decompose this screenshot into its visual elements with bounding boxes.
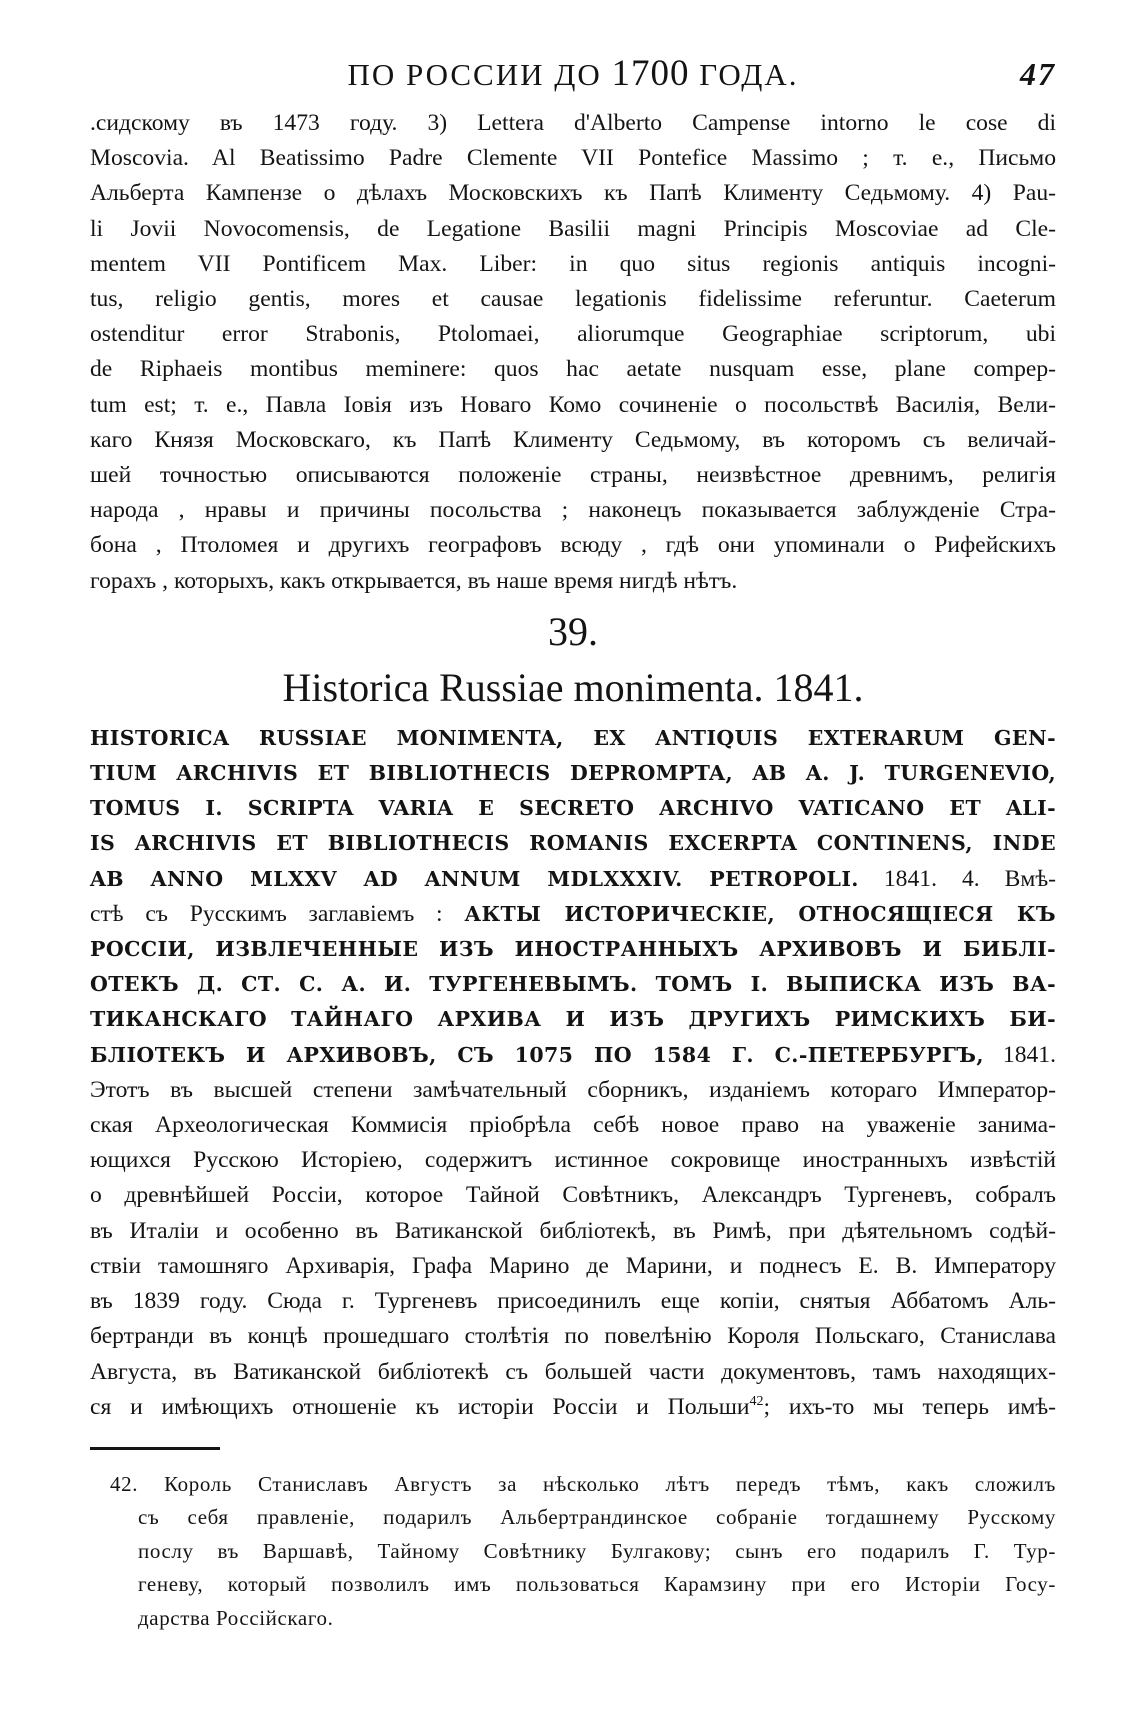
footnote	[90, 1468, 1056, 1636]
mixed-line	[90, 862, 1056, 897]
text-fragment: стѣ съ Русскимъ заглавіемъ :	[90, 900, 443, 927]
caps-line: РОССІИ, ИЗВЛЕЧЕННЫЕ ИЗЪ ИНОСТРАННЫХЪ АРХИВОВЪ И БИБЛІ-	[90, 937, 1056, 962]
intro-paragraph	[90, 106, 1056, 599]
text-line: Moscovia. Al Beatissimo Padre Clemente VII Pontefice Massimo ; т. е., Письмо	[90, 145, 1056, 172]
running-title-year: 1700	[611, 53, 690, 94]
running-title-end: ГОДА.	[699, 57, 799, 92]
text-line: Августа, въ Ватиканской библіотекѣ съ большей части документовъ, тамъ находящих-	[90, 1358, 1056, 1385]
text-fragment: 1841. 4. Вмѣ-	[883, 865, 1057, 892]
footnote-line: 42. Король Станиславъ Августъ за нѣсколько лѣтъ передъ тѣмъ, какъ сложилъ	[110, 1471, 1056, 1496]
text-line: бона , Птоломея и другихъ географовъ всюду , гдѣ они упоминали о Рифейскихъ	[90, 532, 1056, 559]
caps-fragment: АКТЫ ИСТОРИЧЕСКІЕ, ОТНОСЯЩІЕСЯ КЪ	[464, 901, 1056, 926]
footnote-line: геневу, который позволилъ имъ пользоваться Карамзину при его Исторіи Госу-	[138, 1572, 1056, 1597]
text-line: бертранди въ концѣ прошедшаго столѣтія по повелѣнію Короля Польскаго, Станислава	[90, 1323, 1056, 1350]
mixed-line	[90, 897, 1056, 932]
text-fragment: ; ихъ-то мы теперь имѣ-	[763, 1393, 1056, 1420]
footnote-continuation	[110, 1501, 1056, 1635]
footnote-reference[interactable]: 42	[749, 1393, 764, 1409]
running-title: ПО РОССИИ ДО	[347, 57, 602, 92]
text-line: ostenditur error Strabonis, Ptolomaei, aliorumque Geographiae scriptorum, ubi	[90, 321, 1056, 348]
page-header	[90, 48, 1056, 100]
text-line: Альберта Кампензе о дѣлахъ Московскихъ къ Папѣ Клименту Седьмому. 4) Pau-	[90, 180, 1056, 207]
caps-line: HISTORICA RUSSIAE MONIMENTA, EX ANTIQUIS EXTERARUM GEN-	[90, 725, 1056, 750]
footnote-line: дарства Россійскаго.	[138, 1605, 334, 1630]
section-number: 39.	[548, 608, 598, 654]
text-line: li Jovii Novocomensis, de Legatione Basilii magni Principis Moscoviae ad Cle-	[90, 215, 1056, 242]
text-fragment: ся и имѣющихъ отношеніе къ исторіи Россіи и Польши	[90, 1393, 750, 1420]
section-title: Historica Russiae monimenta. 1841.	[282, 664, 864, 710]
text-line: ствіи тамошняго Архиварія, Графа Марино де Марини, и поднесъ Е. В. Императору	[90, 1252, 1056, 1279]
caps-line: TOMUS I. SCRIPTA VARIA E SECRETO ARCHIVO VATICANO ET ALI-	[90, 796, 1056, 821]
text-line: de Riphaeis montibus meminere: quos hac aetate nusquam esse, plane compер-	[90, 356, 1056, 383]
text-line: .сидскому въ 1473 году. 3) Lettera d'Alberto Campense intorno le cose di	[90, 110, 1056, 136]
caps-fragment: AB ANNO MLXXV AD ANNUM MDLXXXIV. PETROPOLI.	[90, 866, 859, 891]
footnote-line: послу въ Варшавѣ, Тайному Совѣтнику Булгакову; сынъ его подарилъ Г. Тур-	[138, 1538, 1056, 1563]
text-line: ская Археологическая Коммисія пріобрѣла себѣ новое право на уваженіе занима-	[90, 1112, 1056, 1139]
text-line: каго Князя Московскаго, къ Папѣ Клименту Седьмому, въ которомъ съ величай-	[90, 426, 1056, 453]
text-line: mentem VII Pontificem Max. Liber: in quo situs regionis antiquis incogni-	[90, 250, 1056, 277]
footnote-line: съ себя правленіе, подарилъ Альбертрандинское собраніе тогдашнему Русскому	[138, 1505, 1056, 1530]
text-line: шей точностью описываются положеніе страны, неизвѣстное древнимъ, религія	[90, 462, 1056, 489]
text-line: въ 1839 году. Сюда г. Тургеневъ присоединилъ еще копіи, снятыя Аббатомъ Аль-	[90, 1288, 1056, 1315]
text-fragment: 1841.	[1002, 1041, 1056, 1068]
entry-paragraph	[90, 721, 1056, 1425]
text-line: народа , нравы и причины посольства ; наконецъ показывается заблужденіе Стра-	[90, 497, 1056, 524]
text-line: Этотъ въ высшей степени замѣчательный сборникъ, изданіемъ котораго Император-	[90, 1076, 1056, 1103]
caps-line: ОТЕКЪ Д. СТ. С. А. И. ТУРГЕНЕВЫМЪ. ТОМЪ І. ВЫПИСКА ИЗЪ ВА-	[90, 972, 1056, 997]
text-line: ющихся Русскою Исторіею, содержитъ истинное сокровище иностранныхъ извѣстій	[90, 1147, 1056, 1174]
caps-fragment: БЛІОТЕКЪ И АРХИВОВЪ, СЪ 1075 ПО 1584 Г. С.-ПЕТЕРБУРГЪ,	[90, 1042, 984, 1067]
mixed-line	[90, 1390, 1056, 1425]
caps-line: TIUM ARCHIVIS ET BIBLIOTHECIS DEPROMPTA, AB A. J. TURGENEVIO,	[90, 761, 1056, 786]
caps-line: ТИКАНСКАГО ТАЙНАГО АРХИВА И ИЗЪ ДРУГИХЪ РИМСКИХЪ БИ-	[90, 1007, 1056, 1032]
text-line: tum est; т. е., Павла Іовія изъ Новаго Комо сочиненіе о посольствѣ Василія, Вели-	[90, 391, 1056, 418]
footnote-rule	[90, 1447, 220, 1450]
page-number: 47	[1020, 56, 1056, 92]
text-line: о древнѣйшей Россіи, которое Тайной Совѣтникъ, Александръ Тургеневъ, собралъ	[90, 1182, 1056, 1209]
text-line: въ Италіи и особенно въ Ватиканской библіотекѣ, въ Римѣ, при дѣятельномъ содѣй-	[90, 1217, 1056, 1244]
mixed-line	[90, 1038, 1056, 1073]
text-line: горахъ , которыхъ, какъ открывается, въ наше время нигдѣ нѣтъ.	[90, 567, 738, 594]
text-line: tus, religio gentis, mores et causae legationis fidelissime referuntur. Caeterum	[90, 286, 1056, 313]
caps-line: IS ARCHIVIS ET BIBLIOTHECIS ROMANIS EXCERPTA CONTINENS, INDE	[90, 831, 1056, 856]
